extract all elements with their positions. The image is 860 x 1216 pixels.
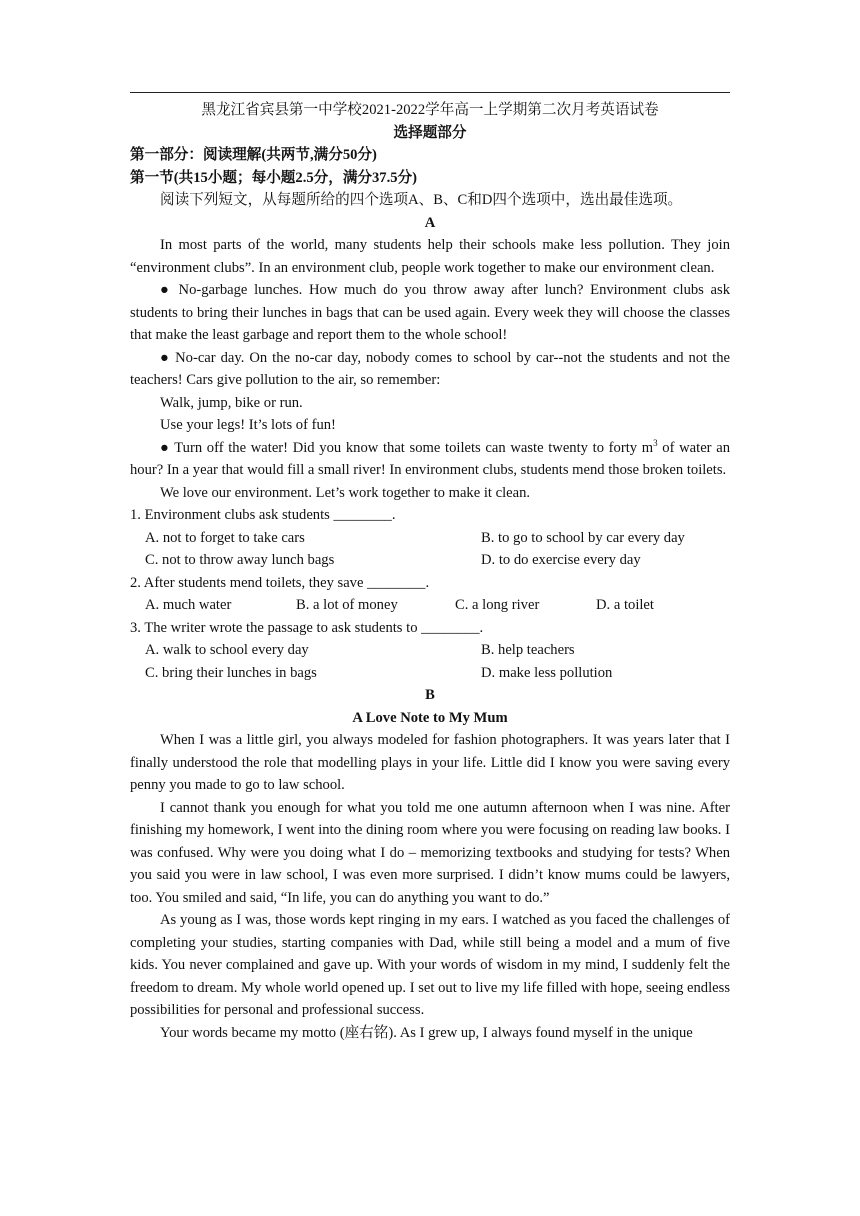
option-d: D. to do exercise every day (481, 552, 641, 568)
passage-a-label: A (424, 214, 436, 231)
exam-title: 黑龙江省宾县第一中学校2021-2022学年高一上学期第二次月考英语试卷 (201, 102, 659, 118)
passage-a-text: of water an hour? In a year that would fill a small river! In environment clubs, students mend those broken toilets. (130, 439, 730, 478)
question-stem: 3. The writer wrote the passage to ask students to ________. (130, 619, 484, 636)
passage-a-slogan: Walk, jump, bike or run. (160, 394, 303, 411)
passage-b-label: B (425, 687, 435, 703)
question-options (130, 639, 730, 684)
option-d: D. a toilet (596, 597, 654, 613)
passage-a-paragraph: In most parts of the world, many students help their schools make less pollution. They join “environment clubs”. In an environment club, people work together to make our environment clean. (130, 237, 730, 276)
option-b: B. help teachers (481, 642, 575, 658)
option-a: A. walk to school every day (145, 642, 309, 658)
passage-b-title: A Love Note to My Mum (352, 709, 508, 726)
passage-a-paragraph: ● No-car day. On the no-car day, nobody comes to school by car--not the students and not the teachers! Cars give pollution to the air, so remember: (130, 349, 730, 388)
passage-b-paragraph: I cannot thank you enough for what you told me one autumn afternoon when I was nine. After finishing my homework, I went into the dining room where you were focusing on reading law books. I was confused. Why were you doing what I do – memorizing textbooks and studying for tests? When you said you were in law school, I was even more surprised. I didn’t know mums could be lawyers, too. You smiled and said, “In life, you can do anything you want to do.” (130, 799, 730, 906)
passage-b-paragraph: Your words became my motto (座右铭). As I grew up, I always found myself in the unique (160, 1024, 693, 1041)
question-stem: 2. After students mend toilets, they save ________. (130, 574, 430, 591)
section-subtitle: 选择题部分 (393, 124, 467, 141)
part-heading: 第一部分：阅读理解(共两节,满分50分) (130, 147, 377, 163)
passage-b-paragraph: As young as I was, those words kept ringing in my ears. I watched as you faced the challenges of completing your studies, starting companies with Dad, while still being a model and a mum of five kids. You never complained and gave up. With your words of wisdom in my mind, I suddenly felt the freedom to dream. My whole world opened up. I set out to live my life filled with hope, seeing endless possibilities for personal and professional success. (130, 912, 730, 1018)
question-options (130, 527, 730, 572)
passage-a-paragraph: ● No-garbage lunches. How much do you throw away after lunch? Environment clubs ask students to bring their lunches in bags that can be used again. Every week they will choose the classes that make the least garbage and report them to the whole school! (130, 282, 730, 343)
option-b: B. a lot of money (296, 597, 398, 613)
passage-b-paragraph: When I was a little girl, you always modeled for fashion photographers. It was years later that I finally understood the role that modelling plays in your life. Little did I know you were saving every penny you made to go to law school. (130, 732, 730, 793)
option-c: C. a long river (455, 597, 540, 613)
question-stem: 1. Environment clubs ask students ________. (130, 507, 396, 523)
instructions: 阅读下列短文，从每题所给的四个选项A、B、C和D四个选项中，选出最佳选项。 (160, 192, 683, 208)
passage-a-text: ● Turn off the water! Did you know that some toilets can waste twenty to forty m (160, 439, 654, 456)
passage-a-slogan: Use your legs! It’s lots of fun! (160, 417, 336, 433)
question-options (130, 594, 730, 617)
passage-a-paragraph (130, 437, 730, 482)
section-heading: 第一节(共15小题；每小题2.5分，满分37.5分) (130, 169, 418, 186)
header-rule (130, 92, 730, 93)
exam-page (130, 92, 730, 1044)
option-a: A. much water (145, 597, 232, 613)
option-b: B. to go to school by car every day (481, 529, 685, 546)
superscript: 3 (653, 437, 658, 448)
option-c: C. not to throw away lunch bags (145, 552, 335, 568)
option-d: D. make less pollution (481, 664, 613, 681)
passage-a-paragraph: We love our environment. Let’s work together to make it clean. (160, 484, 531, 501)
option-c: C. bring their lunches in bags (145, 664, 317, 681)
option-a: A. not to forget to take cars (145, 529, 305, 546)
